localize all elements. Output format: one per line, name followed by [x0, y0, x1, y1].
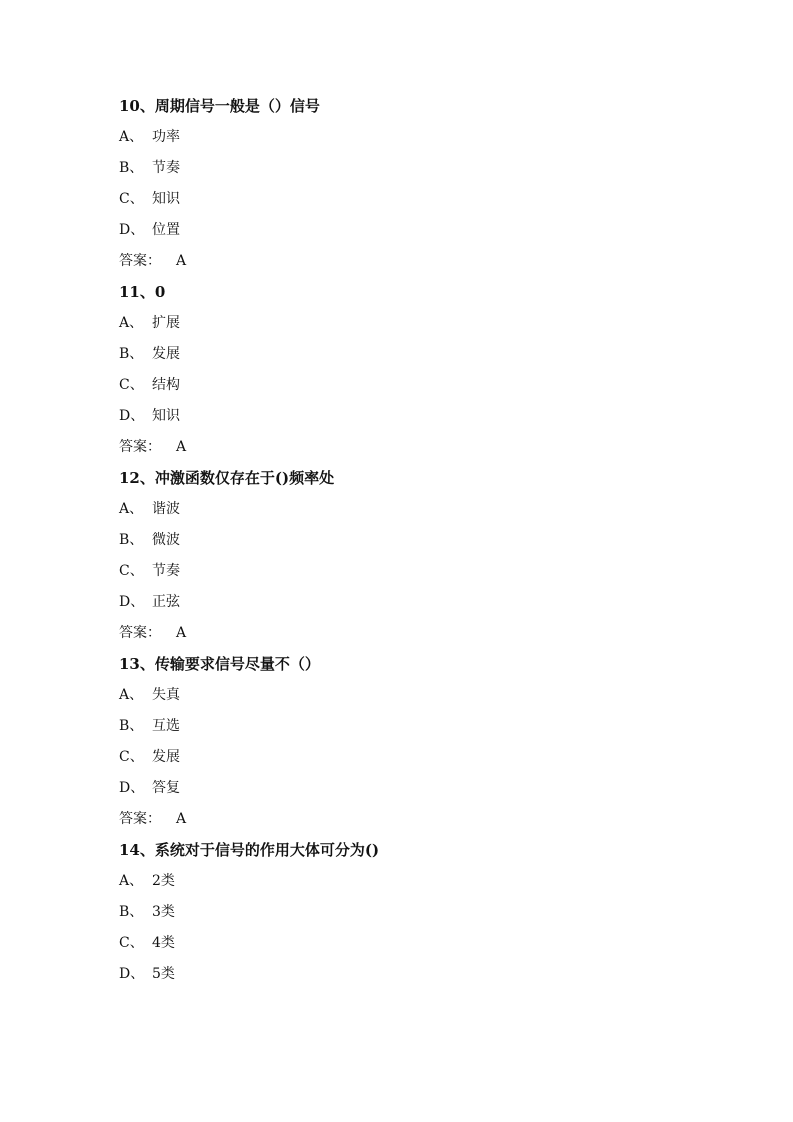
option-letter: C、 — [119, 749, 144, 765]
option-letter: C、 — [119, 563, 144, 579]
option-text: 3类 — [152, 904, 175, 920]
question-title: 13、传输要求信号尽量不（） — [119, 655, 320, 673]
option-letter: A、 — [119, 687, 144, 703]
answer-line — [119, 809, 733, 829]
question-title: 12、冲激函数仅存在于()频率处 — [119, 469, 335, 487]
answer-value: A — [176, 253, 187, 269]
option-c — [119, 561, 733, 581]
question-10 — [119, 96, 733, 271]
answer-label: 答案： — [119, 439, 161, 455]
option-letter: B、 — [119, 346, 144, 362]
option-b — [119, 902, 733, 922]
option-text: 正弦 — [152, 594, 180, 610]
option-text: 知识 — [152, 408, 180, 424]
option-letter: D、 — [119, 594, 145, 610]
answer-value: A — [176, 625, 187, 641]
question-title: 10、周期信号一般是（）信号 — [119, 97, 320, 115]
option-d — [119, 592, 733, 612]
option-letter: C、 — [119, 191, 144, 207]
option-text: 发展 — [152, 346, 180, 362]
question-14 — [119, 840, 733, 984]
option-c — [119, 933, 733, 953]
option-text: 互选 — [152, 718, 180, 734]
option-b — [119, 344, 733, 364]
option-letter: D、 — [119, 222, 145, 238]
answer-line — [119, 623, 733, 643]
option-a — [119, 871, 733, 891]
option-text: 谐波 — [152, 501, 180, 517]
option-d — [119, 406, 733, 426]
option-c — [119, 747, 733, 767]
option-letter: B、 — [119, 160, 144, 176]
option-letter: D、 — [119, 780, 145, 796]
question-title: 11、0 — [119, 283, 166, 301]
option-text: 节奏 — [152, 160, 180, 176]
answer-label: 答案： — [119, 811, 161, 827]
question-title: 14、系统对于信号的作用大体可分为() — [119, 841, 380, 859]
option-c — [119, 375, 733, 395]
answer-label: 答案： — [119, 253, 161, 269]
option-letter: C、 — [119, 377, 144, 393]
option-letter: C、 — [119, 935, 144, 951]
option-text: 扩展 — [152, 315, 180, 331]
option-b — [119, 158, 733, 178]
option-a — [119, 127, 733, 147]
option-letter: A、 — [119, 873, 144, 889]
answer-value: A — [176, 439, 187, 455]
option-letter: A、 — [119, 315, 144, 331]
option-text: 节奏 — [152, 563, 180, 579]
answer-line — [119, 437, 733, 457]
answer-line — [119, 251, 733, 271]
answer-value: A — [176, 811, 187, 827]
option-a — [119, 499, 733, 519]
option-text: 功率 — [152, 129, 180, 145]
option-text: 2类 — [152, 873, 175, 889]
option-text: 5类 — [152, 966, 175, 982]
option-d — [119, 964, 733, 984]
option-b — [119, 530, 733, 550]
question-list — [119, 96, 733, 995]
option-text: 失真 — [152, 687, 180, 703]
option-a — [119, 313, 733, 333]
option-text: 知识 — [152, 191, 180, 207]
option-letter: D、 — [119, 966, 145, 982]
option-text: 微波 — [152, 532, 180, 548]
question-13 — [119, 654, 733, 829]
option-d — [119, 778, 733, 798]
option-letter: B、 — [119, 718, 144, 734]
option-c — [119, 189, 733, 209]
answer-label: 答案： — [119, 625, 161, 641]
option-letter: B、 — [119, 532, 144, 548]
option-text: 结构 — [152, 377, 180, 393]
option-text: 4类 — [152, 935, 175, 951]
option-letter: D、 — [119, 408, 145, 424]
question-12 — [119, 468, 733, 643]
option-a — [119, 685, 733, 705]
option-text: 发展 — [152, 749, 180, 765]
option-letter: B、 — [119, 904, 144, 920]
option-letter: A、 — [119, 129, 144, 145]
question-11 — [119, 282, 733, 457]
option-text: 位置 — [152, 222, 180, 238]
option-b — [119, 716, 733, 736]
option-text: 答复 — [152, 780, 180, 796]
option-d — [119, 220, 733, 240]
option-letter: A、 — [119, 501, 144, 517]
